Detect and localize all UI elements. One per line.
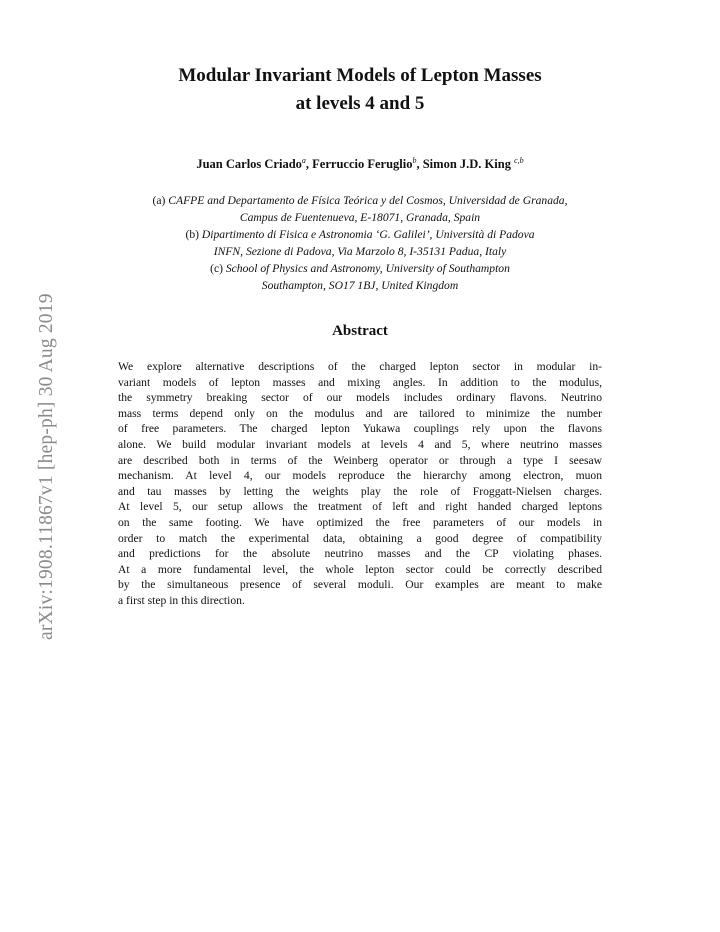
abstract-line: by the simultaneous presence of several moduli. Our examples are meant to make: [118, 578, 602, 592]
affiliation-line: [60, 243, 660, 260]
abstract-line: the symmetry breaking sector of our models includes ordinary flavons. Neutrino: [118, 391, 602, 405]
abstract-line: and tau masses by letting the weights play the role of Froggatt-Nielsen charges.: [118, 484, 602, 498]
affiliation-text: Southampton, SO17 1BJ, United Kingdom: [261, 279, 459, 292]
abstract-line: on the same footing. We have optimized the free parameters of our models in: [118, 515, 602, 529]
abstract-line: and predictions for the absolute neutrino masses and the CP violating phases.: [118, 547, 602, 561]
affiliations: [60, 192, 660, 294]
author-name: Simon J.D. King: [422, 157, 515, 171]
abstract-line: order to match the experimental data, obtaining a good degree of compatibility: [118, 531, 602, 545]
affiliation-line: [60, 226, 660, 243]
affiliation-line: [60, 277, 660, 294]
abstract-line: a first step in this direction.: [118, 593, 245, 607]
affiliation-line: [60, 209, 660, 226]
abstract-body: [118, 359, 602, 609]
arxiv-identifier-stamp: arXiv:1908.11867v1 [hep-ph] 30 Aug 2019: [36, 293, 57, 640]
abstract-line: At level 5, our setup allows the treatment of left and right handed charged leptons: [118, 500, 602, 514]
author-separator: ,: [416, 157, 423, 171]
title-line-2: at levels 4 and 5: [295, 93, 425, 114]
affiliation-label: (a): [152, 194, 166, 207]
title-line-1: Modular Invariant Models of Lepton Masses: [178, 65, 542, 86]
abstract-heading: Abstract: [332, 323, 388, 339]
affiliation-line: [60, 192, 660, 209]
author-name: Ferruccio Feruglio: [312, 157, 413, 171]
paper-title: [60, 62, 660, 118]
affiliation-label: (c): [210, 262, 223, 275]
affiliation-line: [60, 260, 660, 277]
author-affiliation-mark: a: [301, 156, 306, 165]
affiliation-text: CAFPE and Departamento de Física Teórica y del Cosmos, Universidad de Granada,: [165, 194, 568, 207]
author-affiliation-mark: c,b: [514, 156, 524, 165]
abstract-line: mass terms depend only on the modulus and are tailored to minimize the number: [118, 406, 602, 420]
author-name: Juan Carlos Criado: [196, 157, 302, 171]
affiliation-text: School of Physics and Astronomy, University of Southampton: [222, 262, 510, 275]
abstract-line: variant models of lepton masses and mixing angles. In addition to the modulus,: [118, 375, 602, 389]
author-affiliation-mark: b: [412, 156, 417, 165]
affiliation-text: Campus de Fuentenueva, E-18071, Granada, Spain: [239, 211, 481, 224]
affiliation-text: Dipartimento di Fisica e Astronomia ‘G. Galilei’, Università di Padova: [198, 228, 535, 241]
abstract-line: of free parameters. The charged lepton Yukawa couplings rely upon the flavons: [118, 422, 602, 436]
author-separator: ,: [305, 157, 313, 171]
abstract-line: alone. We build modular invariant models at levels 4 and 5, where neutrino masses: [118, 437, 602, 451]
abstract-line: mechanism. At level 4, our models reproduce the hierarchy among electron, muon: [118, 469, 602, 483]
affiliation-text: INFN, Sezione di Padova, Via Marzolo 8, I-35131 Padua, Italy: [213, 245, 507, 258]
affiliation-label: (b): [185, 228, 199, 241]
author-list: [60, 156, 660, 172]
abstract-line: At a more fundamental level, the whole lepton sector could be correctly described: [118, 562, 602, 576]
abstract-line: We explore alternative descriptions of the charged lepton sector in modular in-: [118, 360, 602, 373]
abstract-line: are described both in terms of the Weinberg operator or through a type I seesaw: [118, 453, 602, 467]
